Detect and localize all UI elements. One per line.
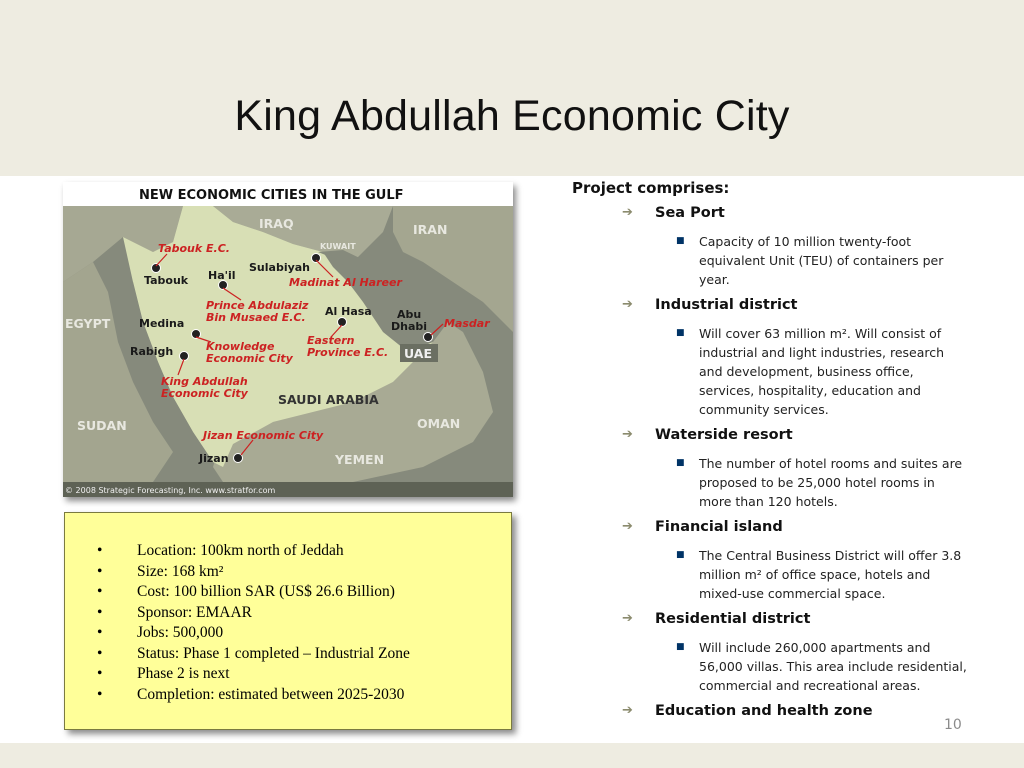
bullet-icon: • [97, 603, 103, 621]
city-hail: Ha'il [208, 269, 236, 282]
label-iraq: IRAQ [259, 216, 294, 231]
square-bullet-icon: ■ [676, 236, 685, 246]
city-jizan: Jizan [199, 452, 229, 465]
list-item: • Sponsor: EMAAR [97, 603, 511, 624]
city-al-hasa: Al Hasa [325, 305, 372, 318]
label-iran: IRAN [413, 222, 448, 237]
square-bullet-icon: ■ [676, 458, 685, 468]
list-item: • Jobs: 500,000 [97, 623, 511, 644]
city-rabigh: Rabigh [130, 345, 174, 358]
project-detail: ■ Will cover 63 million m². Will consist of industrial and light industries, research and development, business office, services, hospitality, education and community services. [676, 326, 945, 417]
ec-eastern-2: Province E.C. [307, 346, 389, 359]
arrow-icon: ➔ [622, 427, 633, 442]
ec-jizan: Jizan Economic City [203, 429, 324, 442]
ec-masdar: Masdar [444, 317, 490, 330]
label-oman: OMAN [417, 416, 461, 431]
bullet-icon: • [97, 644, 103, 662]
marker-abu-dhabi [424, 333, 433, 342]
ec-prince-1: Prince Abdulaziz [206, 299, 309, 312]
city-tabouk: Tabouk [144, 274, 189, 287]
footer-band [0, 743, 1024, 768]
square-bullet-icon: ■ [676, 328, 685, 338]
arrow-icon: ➔ [622, 519, 633, 534]
ec-tabouk: Tabouk E.C. [158, 242, 230, 255]
list-item: • Size: 168 km² [97, 562, 511, 583]
ec-madinat-al-hareer: Madinat Al Hareer [289, 276, 402, 289]
list-item: • Completion: estimated between 2025-2030 [97, 685, 511, 706]
project-intro: Project comprises: [572, 179, 730, 197]
project-detail: ■ Will include 260,000 apartments and 56,000 villas. This area include residential, commercial and recreational areas. [676, 640, 967, 693]
project-item-industrial-district: ➔ Industrial district [622, 297, 798, 313]
project-detail: ■ Capacity of 10 million twenty-foot equivalent Unit (TEU) of containers per year. [676, 234, 944, 287]
ec-prince-2: Bin Musaed E.C. [206, 311, 306, 324]
project-list [572, 177, 972, 721]
project-item-waterside-resort: ➔ Waterside resort [622, 427, 793, 443]
marker-sulabiyah [312, 254, 321, 263]
square-bullet-icon: ■ [676, 550, 685, 560]
slide-title: King Abdullah Economic City [234, 92, 790, 140]
bullet-icon: • [97, 562, 103, 580]
label-saudi-arabia: SAUDI ARABIA [278, 392, 379, 407]
map-credit: © 2008 Strategic Forecasting, Inc. www.stratfor.com [65, 486, 276, 495]
list-item: • Status: Phase 1 completed – Industrial Zone [97, 644, 511, 665]
list-item: • Location: 100km north of Jeddah [97, 541, 511, 562]
project-detail: ■ The number of hotel rooms and suites are proposed to be 25,000 hotel rooms in more than 120 hotels. [676, 456, 963, 509]
project-item-education-health-zone: ➔ Education and health zone [622, 703, 873, 719]
arrow-icon: ➔ [622, 205, 633, 220]
page-number: 10 [944, 717, 962, 733]
arrow-icon: ➔ [622, 703, 633, 718]
project-detail: ■ The Central Business District will offer 3.8 million m² of office space, hotels and mixed-use commercial space. [676, 548, 962, 601]
title-band [0, 0, 1024, 176]
map-header: NEW ECONOMIC CITIES IN THE GULF [139, 188, 404, 203]
city-sulabiyah: Sulabiyah [249, 261, 311, 274]
bullet-icon: • [97, 542, 103, 559]
bullet-icon: • [97, 583, 103, 600]
arrow-icon: ➔ [622, 611, 633, 626]
square-bullet-icon: ■ [676, 642, 685, 652]
ec-kaec-2: Economic City [161, 387, 248, 400]
label-kuwait: KUWAIT [320, 242, 356, 251]
list-item: • Phase 2 is next [97, 664, 511, 685]
label-sudan: SUDAN [77, 418, 127, 433]
gulf-map [63, 182, 513, 497]
ec-eastern-1: Eastern [307, 334, 355, 347]
arrow-icon: ➔ [622, 297, 633, 312]
bullet-icon: • [97, 624, 103, 641]
city-medina: Medina [139, 317, 185, 330]
label-yemen: YEMEN [335, 452, 385, 467]
ec-knowledge-2: Economic City [206, 352, 293, 365]
facts-box [64, 512, 512, 730]
facts-list [65, 513, 511, 705]
ec-knowledge-1: Knowledge [206, 340, 275, 353]
marker-tabouk [152, 264, 161, 273]
list-item: • Cost: 100 billion SAR (US$ 26.6 Billion) [97, 582, 511, 603]
bullet-icon: • [97, 665, 103, 682]
ec-kaec-1: King Abdullah [161, 375, 248, 388]
bullet-icon: • [97, 685, 103, 703]
project-item-financial-island: ➔ Financial island [622, 519, 783, 535]
city-abu: Abu [397, 308, 422, 321]
project-item-residential-district: ➔ Residential district [622, 611, 811, 627]
label-uae: UAE [404, 346, 432, 361]
city-dhabi: Dhabi [391, 320, 428, 333]
project-item-sea-port: ➔ Sea Port [622, 205, 725, 221]
label-egypt: EGYPT [65, 316, 111, 331]
